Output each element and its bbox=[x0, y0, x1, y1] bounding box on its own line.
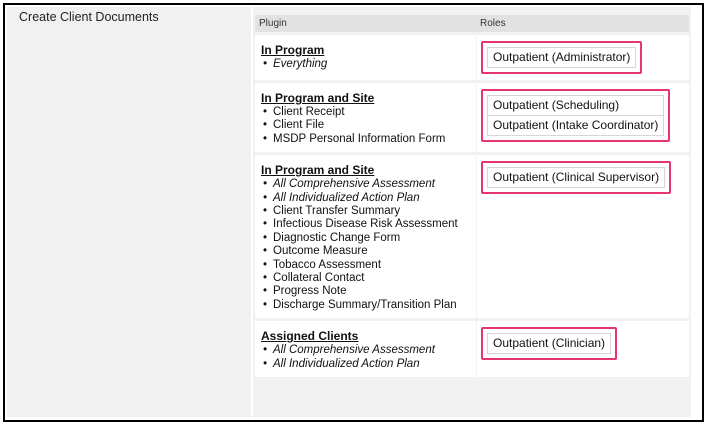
roles-cell bbox=[476, 321, 689, 377]
document-list-item: • Everything bbox=[261, 58, 476, 71]
roles-cell bbox=[476, 155, 689, 318]
document-list-item: • Tobacco Assessment bbox=[261, 259, 476, 272]
document-list-item: • Infectious Disease Risk Assessment bbox=[261, 218, 476, 231]
section-title: Create Client Documents bbox=[19, 10, 159, 24]
document-list-item: • Client File bbox=[261, 119, 476, 132]
plugin-cell bbox=[255, 83, 476, 152]
table-row bbox=[255, 155, 689, 318]
role-chip: Outpatient (Intake Coordinator) bbox=[487, 115, 664, 136]
table-row bbox=[255, 35, 689, 80]
section-label-panel bbox=[7, 7, 251, 417]
role-highlight-box bbox=[481, 41, 642, 74]
roles-column-header: Roles bbox=[476, 15, 689, 32]
document-list bbox=[261, 178, 476, 312]
document-list-item: • Diagnostic Change Form bbox=[261, 232, 476, 245]
plugin-title-link[interactable]: In Program and Site bbox=[261, 91, 375, 105]
document-list-item: • All Individualized Action Plan bbox=[261, 192, 476, 205]
document-list-item: • Progress Note bbox=[261, 285, 476, 298]
role-highlight-box bbox=[481, 327, 617, 360]
roles-cell bbox=[476, 35, 689, 80]
table-row bbox=[255, 83, 689, 152]
document-list-item: • All Individualized Action Plan bbox=[261, 358, 476, 371]
plugin-title-link[interactable]: Assigned Clients bbox=[261, 329, 359, 344]
table-row bbox=[255, 321, 689, 377]
role-chip: Outpatient (Clinician) bbox=[487, 333, 611, 354]
plugin-cell bbox=[255, 35, 476, 80]
document-list-item: • Outcome Measure bbox=[261, 245, 476, 258]
document-list bbox=[261, 106, 476, 146]
document-list-item: • Client Receipt bbox=[261, 106, 476, 119]
role-chip: Outpatient (Scheduling) bbox=[487, 95, 664, 115]
table-body bbox=[255, 35, 689, 377]
table-header-row bbox=[255, 15, 689, 32]
document-list bbox=[261, 344, 476, 371]
plugin-title-link[interactable]: In Program bbox=[261, 43, 325, 57]
role-highlight-box bbox=[481, 161, 671, 194]
document-list-item: • Collateral Contact bbox=[261, 272, 476, 285]
role-highlight-box bbox=[481, 89, 670, 142]
document-list-item: • All Comprehensive Assessment bbox=[261, 344, 476, 357]
document-list bbox=[261, 58, 476, 71]
plugin-title-link[interactable]: In Program and Site bbox=[261, 163, 375, 178]
document-list-item: • MSDP Personal Information Form bbox=[261, 133, 476, 146]
role-chip: Outpatient (Administrator) bbox=[487, 47, 636, 68]
document-list-item: • All Comprehensive Assessment bbox=[261, 178, 476, 191]
document-list-item: • Client Transfer Summary bbox=[261, 205, 476, 218]
roles-cell bbox=[476, 83, 689, 152]
plugin-cell bbox=[255, 321, 476, 377]
document-list-item: • Discharge Summary/Transition Plan bbox=[261, 299, 476, 312]
permissions-table bbox=[255, 12, 689, 380]
plugin-column-header: Plugin bbox=[255, 15, 476, 32]
plugin-cell bbox=[255, 155, 476, 318]
role-chip: Outpatient (Clinical Supervisor) bbox=[487, 167, 665, 188]
